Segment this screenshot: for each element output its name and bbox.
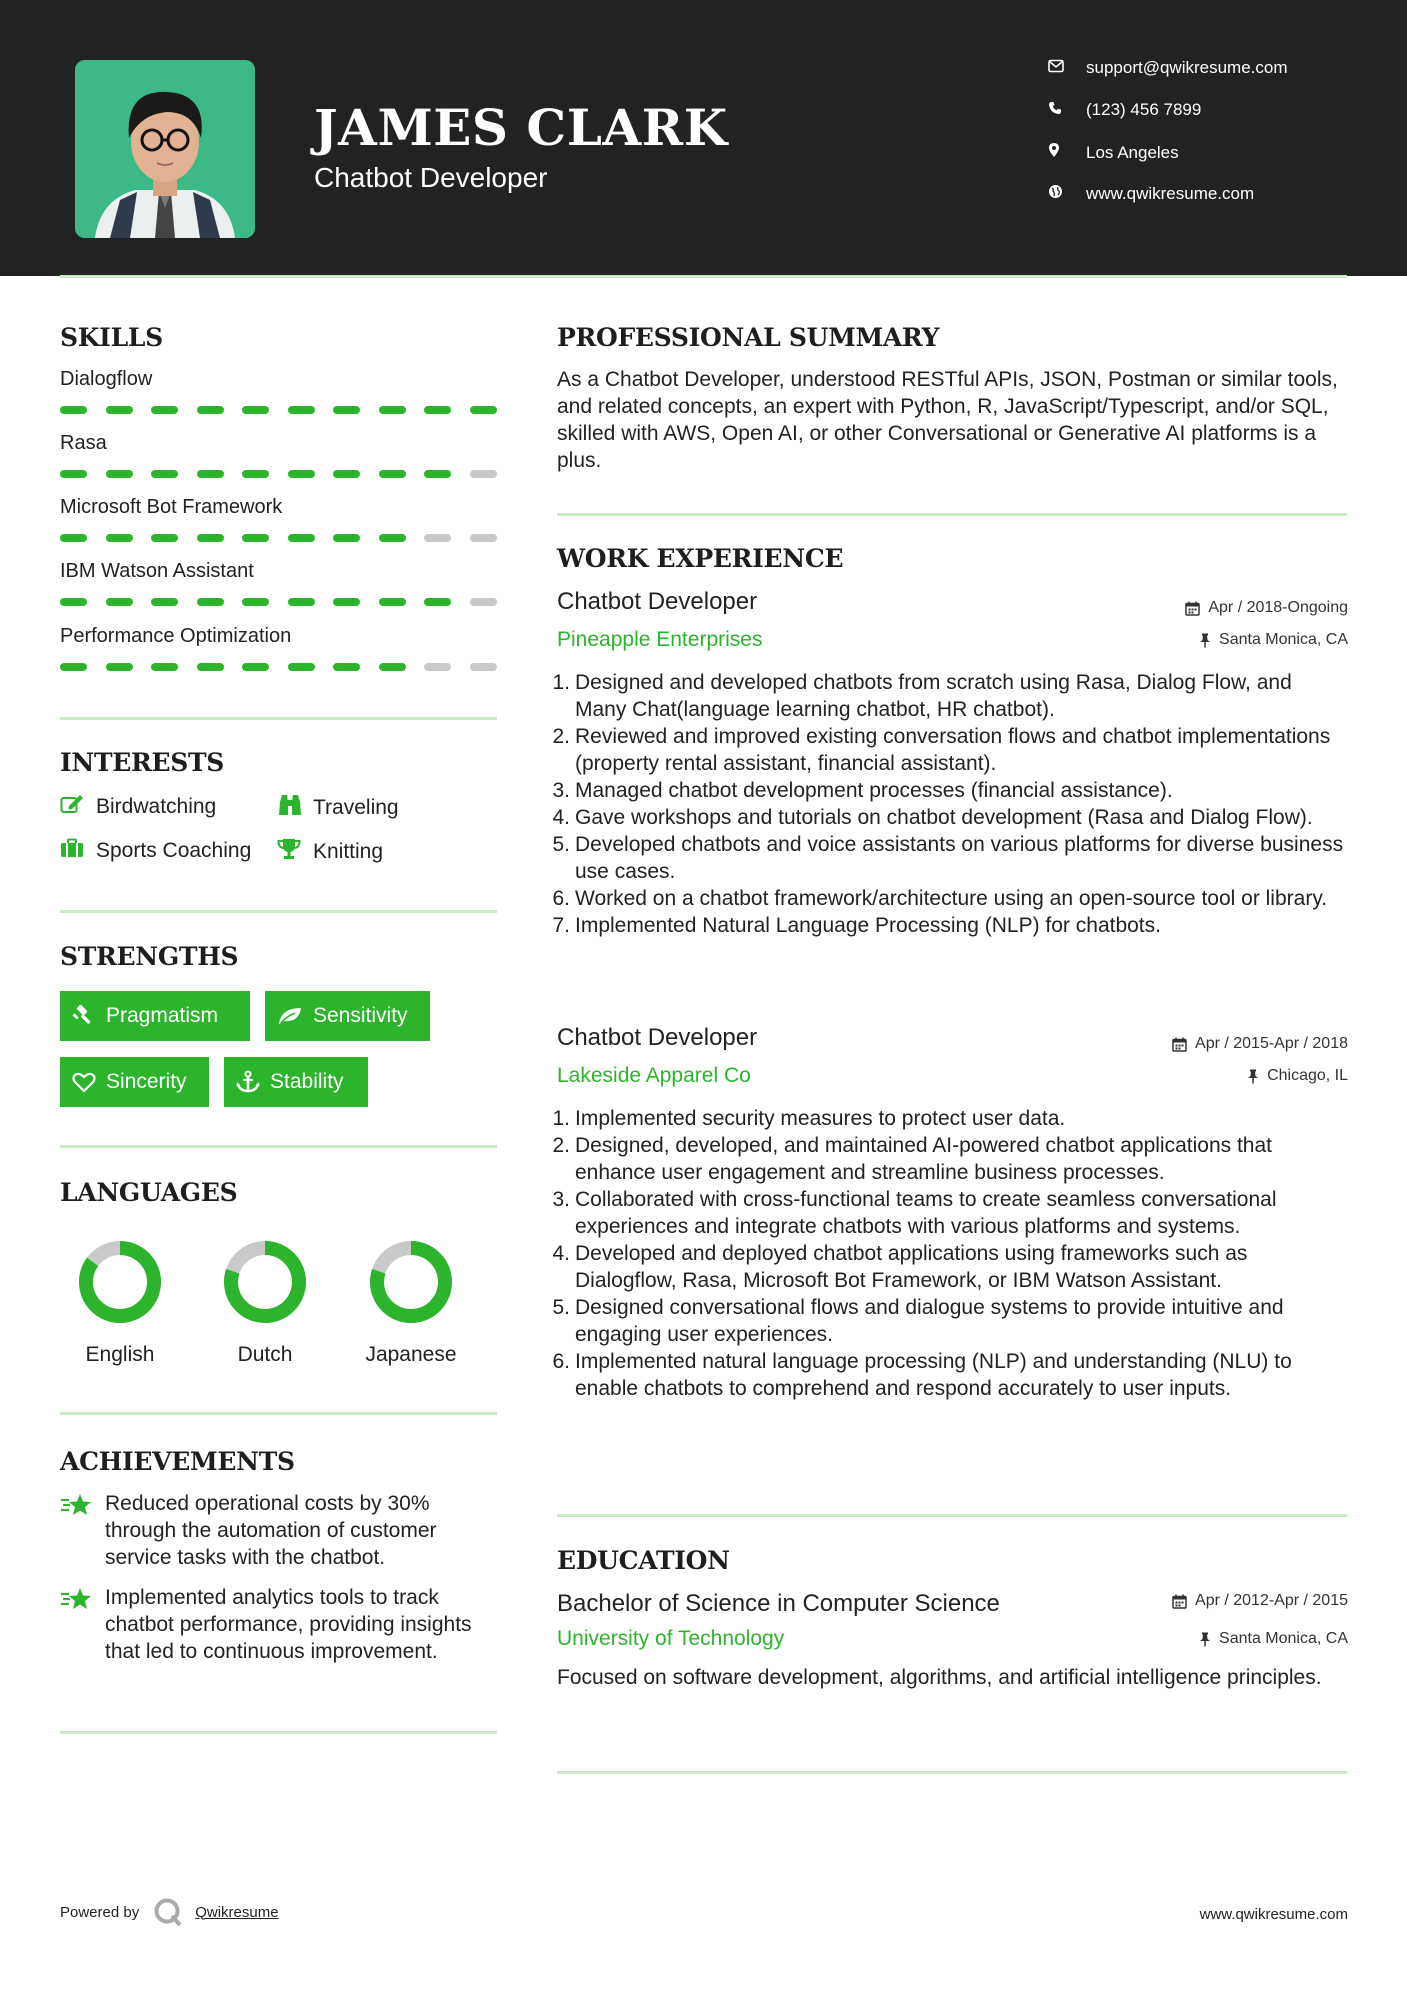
skill-level-dash	[379, 534, 406, 542]
summary-heading: PROFESSIONAL SUMMARY	[557, 323, 940, 352]
star-badge-icon	[60, 1584, 105, 1665]
bullet-number: 5.	[552, 833, 570, 856]
skill-level-dash	[333, 534, 360, 542]
skill-level-dash	[288, 598, 315, 606]
strength-badge: Sincerity	[60, 1057, 209, 1107]
interest-item: Knitting	[277, 838, 383, 866]
language-label: Dutch	[237, 1343, 293, 1366]
bullet-number: 1.	[552, 671, 570, 694]
bullet-number: 2.	[552, 1134, 570, 1157]
calendar-icon	[1172, 1037, 1187, 1052]
job-bullet	[551, 1294, 1347, 1348]
star-badge-icon	[60, 1490, 105, 1571]
job-bullet	[551, 1186, 1347, 1240]
bullet-number: 3.	[552, 779, 570, 802]
job-bullet	[551, 1105, 1347, 1132]
skill-level-dash	[470, 663, 497, 671]
job-company: Lakeside Apparel Co	[557, 1064, 751, 1087]
skill-level-dash	[106, 470, 133, 478]
skill-level-dash	[424, 598, 451, 606]
skill-level-dash	[424, 406, 451, 414]
section-divider	[60, 1412, 497, 1415]
map-pin-icon	[1048, 142, 1086, 163]
skill-name: Microsoft Bot Framework	[60, 496, 283, 518]
skill-level-dash	[288, 534, 315, 542]
languages-heading: LANGUAGES	[60, 1178, 238, 1207]
bullet-text: Developed and deployed chatbot applications using frameworks such as Dialogflow, Rasa, Microsoft Bot Framework, or IBM Watson Assistant.	[575, 1242, 1248, 1292]
bullet-text: Managed chatbot development processes (financial assistance).	[575, 779, 1173, 802]
skill-level-dash	[379, 470, 406, 478]
skill-level-dash	[288, 470, 315, 478]
skill-level-dash	[470, 534, 497, 542]
education-school: University of Technology	[557, 1627, 785, 1650]
calendar-icon	[1172, 1594, 1187, 1609]
education-heading: EDUCATION	[557, 1546, 730, 1575]
skill-level-dash	[470, 598, 497, 606]
skill-level-dash	[333, 470, 360, 478]
bullet-text: Designed and developed chatbots from scratch using Rasa, Dialog Flow, and Many Chat(language learning chatbot, HR chatbot).	[575, 671, 1292, 721]
strength-badge: Pragmatism	[60, 991, 250, 1041]
job-bullet-list	[551, 669, 1347, 939]
qwikresume-link[interactable]: Qwikresume	[195, 1903, 279, 1921]
section-divider	[557, 1514, 1347, 1517]
skill-level-dash	[106, 534, 133, 542]
job-location: Santa Monica, CA	[1199, 631, 1348, 649]
skill-level-dash	[151, 663, 178, 671]
summary-text: As a Chatbot Developer, understood RESTful APIs, JSON, Postman or similar tools, and related concepts, an expert with Python, R, JavaScript/Typescript, and/or SQL, skilled with AWS, Open AI, or other Conversational or Generative AI platforms is a plus.	[557, 368, 1338, 472]
job-bullet	[551, 777, 1347, 804]
envelope-icon	[1048, 58, 1086, 78]
header-divider	[60, 275, 1347, 278]
bullet-number: 7.	[552, 914, 570, 937]
section-divider	[60, 1731, 497, 1734]
skill-level-dash	[424, 663, 451, 671]
interests-heading: INTERESTS	[60, 748, 225, 777]
skill-level-bar	[60, 598, 497, 607]
bullet-number: 6.	[552, 1350, 570, 1373]
contact-email[interactable]: support@qwikresume.com	[1048, 58, 1348, 78]
bullet-text: Collaborated with cross-functional teams to create seamless conversational experiences and integrate chatbots with various platforms and systems.	[575, 1188, 1277, 1238]
skill-level-dash	[470, 470, 497, 478]
anchor-icon	[236, 1070, 260, 1094]
skill-level-dash	[288, 663, 315, 671]
skill-level-dash	[379, 598, 406, 606]
skill-level-dash	[60, 470, 87, 478]
job-role: Chatbot Developer	[557, 588, 758, 615]
footer-url[interactable]: www.qwikresume.com	[1199, 1906, 1348, 1923]
skill-name: Dialogflow	[60, 368, 153, 390]
skill-level-dash	[60, 663, 87, 671]
profile-photo	[75, 60, 255, 238]
bullet-text: Designed, developed, and maintained AI-powered chatbot applications that enhance user engagement and streamline business processes.	[575, 1134, 1272, 1184]
section-divider	[60, 910, 497, 913]
briefcase-icon	[60, 838, 96, 864]
bullet-number: 1.	[552, 1107, 570, 1130]
skill-level-bar	[60, 406, 497, 415]
skill-level-dash	[197, 406, 224, 414]
skill-level-bar	[60, 663, 497, 672]
skill-level-dash	[151, 534, 178, 542]
strengths-heading: STRENGTHS	[60, 942, 239, 971]
job-bullet	[551, 804, 1347, 831]
education-description: Focused on software development, algorithms, and artificial intelligence principles.	[557, 1666, 1322, 1689]
skill-level-dash	[197, 534, 224, 542]
language-level-ring	[222, 1239, 308, 1325]
binoculars-icon	[277, 794, 313, 822]
contact-website[interactable]: www.qwikresume.com	[1048, 184, 1348, 204]
skill-level-dash	[242, 598, 269, 606]
bullet-text: Developed chatbots and voice assistants on various platforms for diverse business use cases.	[575, 833, 1344, 883]
globe-icon	[1048, 184, 1086, 204]
skill-level-dash	[379, 663, 406, 671]
skill-level-dash	[333, 663, 360, 671]
skill-level-bar	[60, 470, 497, 479]
qwikresume-logo-icon	[153, 1897, 183, 1927]
job-bullet-list	[551, 1105, 1347, 1402]
skill-level-dash	[470, 406, 497, 414]
bullet-text: Implemented Natural Language Processing (NLP) for chatbots.	[575, 914, 1161, 937]
leaf-icon	[277, 1006, 303, 1026]
skill-level-bar	[60, 534, 497, 543]
section-divider	[557, 1771, 1347, 1774]
resume-header	[0, 0, 1407, 276]
phone-icon	[1048, 100, 1086, 120]
achievements-heading: ACHIEVEMENTS	[60, 1447, 295, 1476]
bullet-text: Worked on a chatbot framework/architecture using an open-source tool or library.	[575, 887, 1328, 910]
pushpin-icon	[1247, 1069, 1259, 1084]
skill-level-dash	[60, 534, 87, 542]
job-bullet	[551, 1132, 1347, 1186]
strength-badge: Stability	[224, 1057, 368, 1107]
section-divider	[60, 1145, 497, 1148]
education-degree: Bachelor of Science in Computer Science	[557, 1590, 1000, 1617]
language-label: Japanese	[365, 1343, 457, 1366]
education-date: Apr / 2012-Apr / 2015	[1172, 1592, 1348, 1610]
job-bullet	[551, 885, 1347, 912]
skill-level-dash	[60, 598, 87, 606]
bullet-number: 4.	[552, 1242, 570, 1265]
skill-level-dash	[106, 406, 133, 414]
skill-level-dash	[333, 406, 360, 414]
skill-level-dash	[197, 663, 224, 671]
candidate-name: JAMES CLARK	[314, 98, 728, 157]
bullet-number: 3.	[552, 1188, 570, 1211]
job-company: Pineapple Enterprises	[557, 628, 763, 651]
skill-level-dash	[106, 598, 133, 606]
bullet-text: Implemented natural language processing (NLP) and understanding (NLU) to enable chatbots to comprehend and respond accurately to user inputs.	[575, 1350, 1292, 1400]
contact-location: Los Angeles	[1048, 142, 1348, 163]
skill-level-dash	[151, 598, 178, 606]
bullet-text: Reviewed and improved existing conversation flows and chatbot implementations (property rental assistant, financial assistant).	[575, 725, 1331, 775]
pushpin-icon	[1199, 633, 1211, 648]
section-divider	[557, 513, 1347, 516]
strength-badge: Sensitivity	[265, 991, 430, 1041]
achievement-item: Reduced operational costs by 30% through the automation of customer service tasks with the chatbot.	[60, 1490, 505, 1571]
skill-level-dash	[242, 663, 269, 671]
contact-phone[interactable]: (123) 456 7899	[1048, 100, 1348, 120]
bullet-number: 6.	[552, 887, 570, 910]
edit-icon	[60, 794, 96, 820]
job-role: Chatbot Developer	[557, 1024, 758, 1051]
bullet-text: Implemented security measures to protect user data.	[575, 1107, 1066, 1130]
calendar-icon	[1185, 601, 1200, 616]
education-location: Santa Monica, CA	[1199, 1630, 1348, 1648]
pushpin-icon	[1199, 1632, 1211, 1647]
job-bullet	[551, 831, 1347, 885]
achievement-item: Implemented analytics tools to track chatbot performance, providing insights that led to continuous improvement.	[60, 1584, 505, 1665]
footer-powered-by: Powered by Qwikresume	[60, 1897, 279, 1927]
job-bullet	[551, 669, 1347, 723]
job-bullet	[551, 1240, 1347, 1294]
job-bullet	[551, 1348, 1347, 1402]
job-bullet	[551, 912, 1347, 939]
interest-item: Traveling	[277, 794, 399, 822]
skill-level-dash	[197, 470, 224, 478]
skill-level-dash	[242, 406, 269, 414]
candidate-title: Chatbot Developer	[314, 162, 548, 193]
gavel-icon	[72, 1005, 96, 1027]
skill-level-dash	[424, 470, 451, 478]
skill-level-dash	[242, 534, 269, 542]
heart-icon	[72, 1071, 96, 1093]
language-level-ring	[77, 1239, 163, 1325]
experience-heading: WORK EXPERIENCE	[557, 544, 844, 573]
job-bullet	[551, 723, 1347, 777]
job-date: Apr / 2015-Apr / 2018	[1172, 1035, 1348, 1053]
bullet-number: 5.	[552, 1296, 570, 1319]
skill-level-dash	[60, 406, 87, 414]
bullet-number: 2.	[552, 725, 570, 748]
trophy-icon	[277, 838, 313, 866]
skill-level-dash	[197, 598, 224, 606]
language-level-ring	[368, 1239, 454, 1325]
interest-item: Sports Coaching	[60, 838, 251, 864]
skills-heading: SKILLS	[60, 323, 163, 352]
skill-name: Performance Optimization	[60, 625, 292, 647]
skill-level-dash	[379, 406, 406, 414]
skill-level-dash	[424, 534, 451, 542]
skill-level-dash	[333, 598, 360, 606]
skill-level-dash	[242, 470, 269, 478]
section-divider	[60, 717, 497, 720]
skill-level-dash	[106, 663, 133, 671]
job-date: Apr / 2018-Ongoing	[1185, 599, 1348, 617]
bullet-number: 4.	[552, 806, 570, 829]
job-location: Chicago, IL	[1247, 1067, 1348, 1085]
bullet-text: Gave workshops and tutorials on chatbot development (Rasa and Dialog Flow).	[575, 806, 1313, 829]
skill-level-dash	[151, 406, 178, 414]
interest-item: Birdwatching	[60, 794, 216, 820]
skill-name: Rasa	[60, 432, 107, 454]
skill-level-dash	[288, 406, 315, 414]
language-label: English	[85, 1343, 155, 1366]
skill-level-dash	[151, 470, 178, 478]
bullet-text: Designed conversational flows and dialogue systems to provide intuitive and engaging user experiences.	[575, 1296, 1284, 1346]
skill-name: IBM Watson Assistant	[60, 560, 254, 582]
